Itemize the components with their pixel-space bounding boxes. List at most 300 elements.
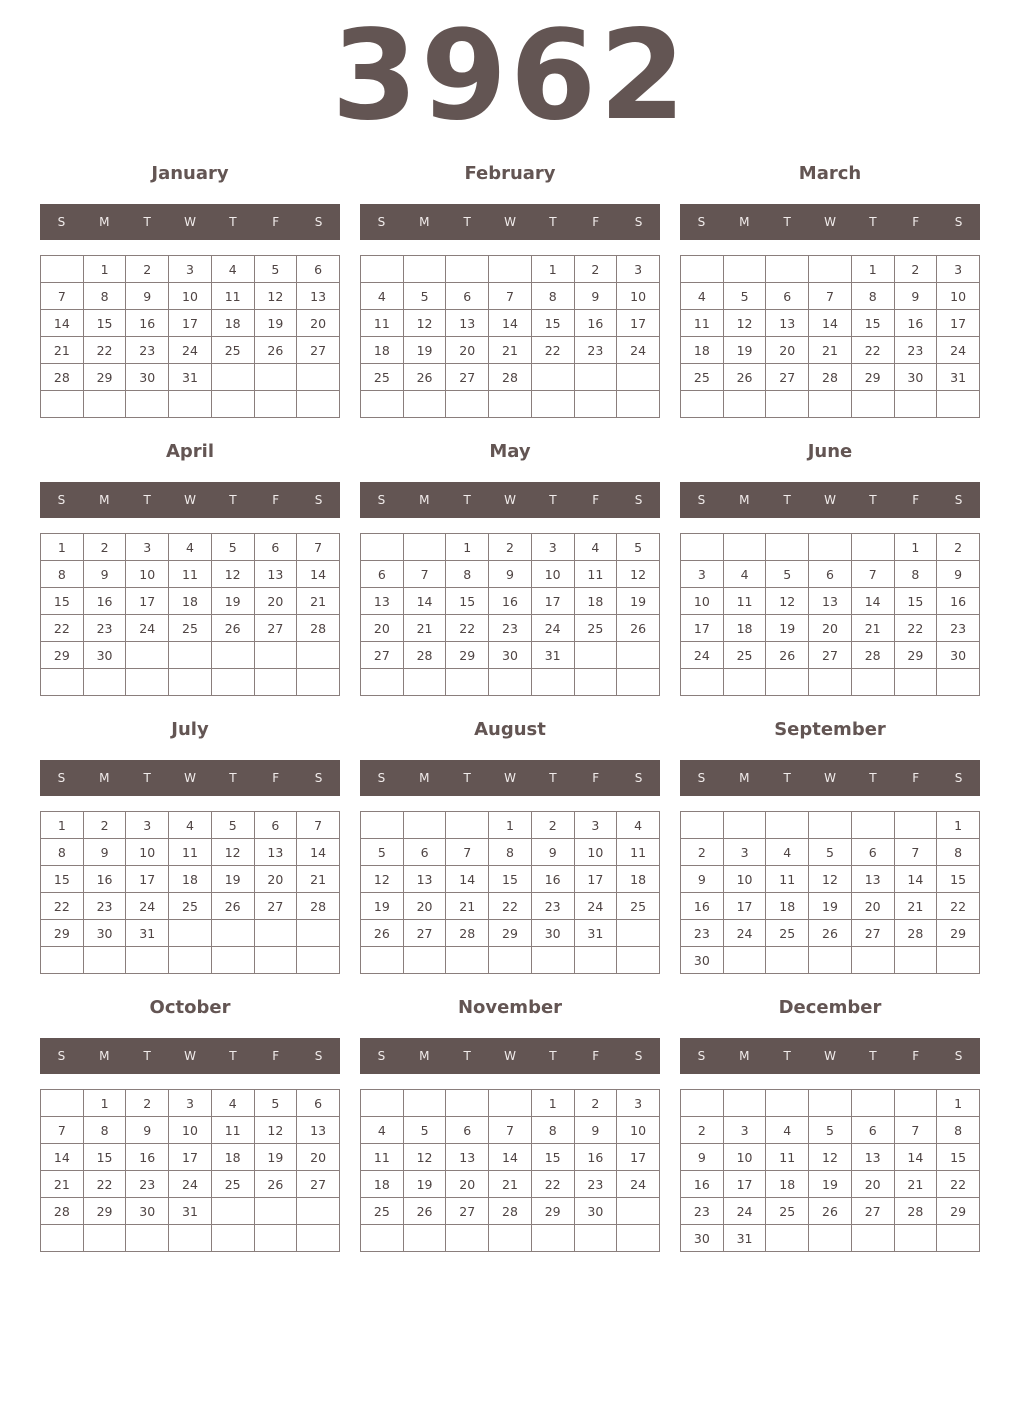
day-cell: 31	[126, 920, 169, 947]
empty-cell	[681, 256, 724, 283]
weekday-label: T	[783, 1049, 791, 1063]
day-cell: 12	[766, 588, 809, 615]
year-title: 3962	[331, 4, 689, 148]
weekday-label: S	[954, 1049, 963, 1063]
day-cell: 13	[403, 866, 446, 893]
day-cell: 21	[894, 893, 937, 920]
day-cell: 22	[41, 893, 84, 920]
weekday-label: F	[592, 493, 600, 507]
day-cell: 31	[169, 364, 212, 391]
empty-cell	[617, 1198, 660, 1225]
week-row	[681, 947, 980, 974]
empty-cell	[41, 1225, 84, 1252]
week-row	[41, 256, 340, 283]
day-cell: 12	[254, 1117, 297, 1144]
day-cell: 11	[169, 839, 212, 866]
day-cell: 15	[446, 588, 489, 615]
empty-cell	[937, 391, 980, 418]
day-cell: 22	[937, 1171, 980, 1198]
day-cell: 25	[169, 615, 212, 642]
empty-cell	[211, 669, 254, 696]
empty-cell	[766, 391, 809, 418]
month-november	[360, 994, 660, 1252]
day-cell: 25	[361, 364, 404, 391]
day-cell: 9	[126, 283, 169, 310]
day-cell: 7	[297, 534, 340, 561]
week-row	[41, 1090, 340, 1117]
weekday-label: T	[463, 1049, 471, 1063]
day-cell: 30	[83, 920, 126, 947]
day-cell: 11	[766, 1144, 809, 1171]
month-name: May	[489, 441, 531, 462]
empty-cell	[531, 947, 574, 974]
empty-cell	[361, 1225, 404, 1252]
weekday-label: W	[824, 1049, 836, 1063]
day-cell: 29	[531, 1198, 574, 1225]
empty-cell	[254, 947, 297, 974]
week-row	[41, 1198, 340, 1225]
day-cell: 1	[531, 1090, 574, 1117]
empty-cell	[851, 391, 894, 418]
day-cell: 15	[894, 588, 937, 615]
day-cell: 31	[169, 1198, 212, 1225]
empty-cell	[809, 391, 852, 418]
day-grid	[680, 255, 980, 418]
day-cell: 27	[297, 1171, 340, 1198]
day-cell: 23	[681, 1198, 724, 1225]
empty-cell	[446, 256, 489, 283]
day-cell: 21	[446, 893, 489, 920]
weekday-label: F	[592, 1049, 600, 1063]
day-cell: 3	[937, 256, 980, 283]
day-cell: 15	[41, 866, 84, 893]
empty-cell	[809, 947, 852, 974]
weekday-label: S	[954, 771, 963, 785]
day-cell: 10	[937, 283, 980, 310]
weekday-label: T	[463, 771, 471, 785]
month-name: October	[149, 997, 231, 1018]
empty-cell	[489, 1225, 532, 1252]
day-cell: 29	[41, 642, 84, 669]
day-cell: 16	[574, 1144, 617, 1171]
empty-cell	[723, 812, 766, 839]
day-cell: 8	[531, 1117, 574, 1144]
day-cell: 2	[937, 534, 980, 561]
weekday-label: T	[143, 771, 151, 785]
day-cell: 19	[403, 337, 446, 364]
day-cell: 15	[83, 1144, 126, 1171]
day-cell: 12	[211, 839, 254, 866]
day-cell: 1	[83, 1090, 126, 1117]
empty-cell	[361, 1090, 404, 1117]
weekday-header	[40, 204, 340, 240]
empty-cell	[809, 256, 852, 283]
day-cell: 3	[574, 812, 617, 839]
day-cell: 3	[169, 1090, 212, 1117]
day-cell: 26	[211, 893, 254, 920]
day-cell: 8	[83, 283, 126, 310]
empty-cell	[617, 642, 660, 669]
day-cell: 18	[723, 615, 766, 642]
empty-cell	[403, 947, 446, 974]
day-cell: 17	[126, 866, 169, 893]
weekday-label: M	[99, 493, 110, 507]
empty-cell	[851, 947, 894, 974]
day-cell: 10	[126, 561, 169, 588]
month-december	[680, 994, 980, 1252]
day-cell: 21	[894, 1171, 937, 1198]
day-cell: 2	[681, 839, 724, 866]
empty-cell	[254, 669, 297, 696]
day-cell: 28	[489, 1198, 532, 1225]
empty-cell	[254, 642, 297, 669]
empty-cell	[617, 920, 660, 947]
day-cell: 16	[83, 866, 126, 893]
day-cell: 5	[809, 1117, 852, 1144]
week-row	[41, 839, 340, 866]
day-cell: 9	[681, 866, 724, 893]
empty-cell	[809, 1090, 852, 1117]
day-cell: 26	[403, 364, 446, 391]
week-row	[681, 893, 980, 920]
weekday-label: S	[634, 215, 643, 229]
day-cell: 19	[361, 893, 404, 920]
day-cell: 6	[446, 283, 489, 310]
empty-cell	[361, 812, 404, 839]
empty-cell	[254, 364, 297, 391]
week-row	[361, 534, 660, 561]
day-grid	[40, 255, 340, 418]
week-row	[681, 588, 980, 615]
day-cell: 4	[617, 812, 660, 839]
day-cell: 4	[681, 283, 724, 310]
month-name: April	[165, 441, 215, 462]
weekday-header	[360, 204, 660, 240]
empty-cell	[937, 1225, 980, 1252]
empty-cell	[297, 391, 340, 418]
week-row	[681, 642, 980, 669]
empty-cell	[126, 669, 169, 696]
empty-cell	[894, 1225, 937, 1252]
day-cell: 14	[809, 310, 852, 337]
week-row	[681, 615, 980, 642]
empty-cell	[403, 812, 446, 839]
weekday-label: M	[739, 215, 750, 229]
day-cell: 11	[169, 561, 212, 588]
day-cell: 14	[894, 866, 937, 893]
day-cell: 18	[211, 1144, 254, 1171]
day-cell: 19	[723, 337, 766, 364]
day-cell: 14	[489, 310, 532, 337]
week-row	[361, 588, 660, 615]
day-cell: 21	[489, 337, 532, 364]
day-cell: 20	[361, 615, 404, 642]
day-cell: 24	[574, 893, 617, 920]
day-cell: 3	[531, 534, 574, 561]
day-cell: 28	[446, 920, 489, 947]
day-cell: 16	[937, 588, 980, 615]
day-cell: 31	[574, 920, 617, 947]
day-cell: 3	[126, 534, 169, 561]
day-cell: 17	[169, 310, 212, 337]
day-cell: 20	[254, 866, 297, 893]
day-cell: 28	[41, 1198, 84, 1225]
empty-cell	[766, 256, 809, 283]
weekday-label: W	[824, 493, 836, 507]
day-cell: 13	[766, 310, 809, 337]
day-cell: 4	[574, 534, 617, 561]
day-cell: 1	[937, 812, 980, 839]
week-row	[681, 391, 980, 418]
day-cell: 20	[403, 893, 446, 920]
weekday-label: M	[419, 771, 430, 785]
day-cell: 5	[211, 812, 254, 839]
empty-cell	[574, 669, 617, 696]
week-row	[681, 866, 980, 893]
weekday-label: S	[377, 1049, 386, 1063]
weekday-label: W	[824, 771, 836, 785]
day-cell: 9	[937, 561, 980, 588]
week-row	[361, 256, 660, 283]
day-cell: 14	[403, 588, 446, 615]
day-cell: 30	[937, 642, 980, 669]
day-cell: 27	[809, 642, 852, 669]
weekday-label: S	[634, 771, 643, 785]
day-cell: 25	[211, 1171, 254, 1198]
day-cell: 21	[297, 866, 340, 893]
empty-cell	[531, 364, 574, 391]
day-cell: 16	[126, 1144, 169, 1171]
empty-cell	[681, 391, 724, 418]
week-row	[361, 1090, 660, 1117]
weekday-label: M	[419, 1049, 430, 1063]
week-row	[41, 283, 340, 310]
week-row	[681, 1117, 980, 1144]
day-cell: 16	[681, 893, 724, 920]
weekday-label: T	[549, 215, 557, 229]
day-cell: 30	[681, 1225, 724, 1252]
empty-cell	[211, 391, 254, 418]
day-cell: 14	[851, 588, 894, 615]
day-cell: 11	[766, 866, 809, 893]
weekday-label: T	[549, 1049, 557, 1063]
week-row	[361, 615, 660, 642]
month-april	[40, 438, 340, 696]
day-grid	[360, 811, 660, 974]
weekday-label: S	[954, 215, 963, 229]
weekday-header	[40, 760, 340, 796]
empty-cell	[169, 642, 212, 669]
empty-cell	[766, 1090, 809, 1117]
day-cell: 10	[574, 839, 617, 866]
empty-cell	[681, 669, 724, 696]
day-cell: 11	[361, 1144, 404, 1171]
month-name: January	[151, 163, 229, 184]
empty-cell	[403, 1090, 446, 1117]
day-cell: 1	[894, 534, 937, 561]
week-row	[681, 561, 980, 588]
day-cell: 3	[681, 561, 724, 588]
month-name: September	[774, 719, 886, 740]
day-cell: 12	[809, 866, 852, 893]
empty-cell	[403, 1225, 446, 1252]
empty-cell	[83, 669, 126, 696]
weekday-label: S	[697, 1049, 706, 1063]
day-cell: 29	[41, 920, 84, 947]
empty-cell	[723, 1090, 766, 1117]
day-cell: 23	[681, 920, 724, 947]
day-cell: 2	[126, 1090, 169, 1117]
weekday-label: S	[314, 493, 323, 507]
empty-cell	[489, 256, 532, 283]
day-cell: 24	[681, 642, 724, 669]
month-july	[40, 716, 340, 974]
day-cell: 22	[83, 337, 126, 364]
week-row	[361, 283, 660, 310]
day-cell: 19	[403, 1171, 446, 1198]
day-cell: 3	[169, 256, 212, 283]
empty-cell	[446, 391, 489, 418]
week-row	[681, 669, 980, 696]
day-cell: 17	[169, 1144, 212, 1171]
day-cell: 13	[297, 283, 340, 310]
empty-cell	[531, 391, 574, 418]
day-cell: 23	[531, 893, 574, 920]
week-row	[41, 364, 340, 391]
day-cell: 25	[766, 920, 809, 947]
empty-cell	[937, 669, 980, 696]
week-row	[41, 561, 340, 588]
weekday-header	[680, 760, 980, 796]
day-cell: 9	[574, 283, 617, 310]
week-row	[681, 256, 980, 283]
day-grid	[360, 255, 660, 418]
day-cell: 8	[894, 561, 937, 588]
day-cell: 25	[766, 1198, 809, 1225]
weekday-label: M	[739, 771, 750, 785]
day-cell: 2	[531, 812, 574, 839]
day-cell: 9	[126, 1117, 169, 1144]
week-row	[361, 642, 660, 669]
day-cell: 19	[254, 310, 297, 337]
day-cell: 24	[126, 615, 169, 642]
day-cell: 7	[809, 283, 852, 310]
day-cell: 7	[41, 283, 84, 310]
week-row	[361, 1117, 660, 1144]
weekday-label: S	[697, 215, 706, 229]
empty-cell	[531, 1225, 574, 1252]
week-row	[41, 669, 340, 696]
empty-cell	[723, 947, 766, 974]
day-cell: 24	[531, 615, 574, 642]
empty-cell	[937, 947, 980, 974]
day-cell: 1	[41, 812, 84, 839]
week-row	[361, 1225, 660, 1252]
month-name: February	[464, 163, 556, 184]
empty-cell	[681, 1090, 724, 1117]
empty-cell	[489, 947, 532, 974]
day-cell: 6	[809, 561, 852, 588]
day-cell: 18	[766, 893, 809, 920]
day-cell: 8	[531, 283, 574, 310]
weekday-label: F	[272, 215, 280, 229]
day-cell: 6	[361, 561, 404, 588]
empty-cell	[403, 391, 446, 418]
day-cell: 19	[617, 588, 660, 615]
weekday-label: M	[739, 493, 750, 507]
week-row	[41, 310, 340, 337]
day-cell: 2	[574, 256, 617, 283]
weekday-label: S	[57, 771, 66, 785]
day-cell: 15	[851, 310, 894, 337]
empty-cell	[211, 642, 254, 669]
day-cell: 28	[297, 615, 340, 642]
day-cell: 8	[41, 561, 84, 588]
empty-cell	[574, 642, 617, 669]
day-cell: 15	[83, 310, 126, 337]
weekday-label: S	[314, 771, 323, 785]
weekday-label: S	[314, 1049, 323, 1063]
day-cell: 3	[723, 839, 766, 866]
day-cell: 9	[531, 839, 574, 866]
weekday-label: T	[143, 493, 151, 507]
day-cell: 12	[211, 561, 254, 588]
empty-cell	[361, 391, 404, 418]
day-cell: 27	[446, 364, 489, 391]
empty-cell	[617, 947, 660, 974]
day-cell: 22	[446, 615, 489, 642]
empty-cell	[851, 534, 894, 561]
weekday-header	[40, 482, 340, 518]
day-grid	[40, 811, 340, 974]
day-cell: 15	[531, 310, 574, 337]
week-row	[361, 364, 660, 391]
weekday-label: S	[57, 215, 66, 229]
day-cell: 21	[41, 1171, 84, 1198]
day-cell: 8	[937, 1117, 980, 1144]
day-cell: 23	[574, 337, 617, 364]
day-cell: 26	[361, 920, 404, 947]
empty-cell	[723, 391, 766, 418]
day-cell: 11	[211, 1117, 254, 1144]
day-cell: 12	[809, 1144, 852, 1171]
empty-cell	[211, 364, 254, 391]
day-cell: 30	[126, 1198, 169, 1225]
day-cell: 8	[489, 839, 532, 866]
weekday-label: S	[314, 215, 323, 229]
day-cell: 22	[851, 337, 894, 364]
day-cell: 26	[809, 920, 852, 947]
empty-cell	[851, 669, 894, 696]
day-cell: 13	[254, 839, 297, 866]
weekday-label: S	[377, 215, 386, 229]
day-cell: 11	[361, 310, 404, 337]
day-cell: 15	[937, 866, 980, 893]
month-may	[360, 438, 660, 696]
day-cell: 20	[254, 588, 297, 615]
empty-cell	[41, 1090, 84, 1117]
weekday-label: W	[184, 493, 196, 507]
day-cell: 25	[361, 1198, 404, 1225]
month-name: December	[778, 997, 882, 1018]
day-cell: 31	[531, 642, 574, 669]
day-cell: 3	[617, 256, 660, 283]
day-cell: 26	[254, 1171, 297, 1198]
day-cell: 15	[937, 1144, 980, 1171]
day-grid	[360, 1089, 660, 1252]
day-cell: 2	[681, 1117, 724, 1144]
day-cell: 7	[489, 283, 532, 310]
